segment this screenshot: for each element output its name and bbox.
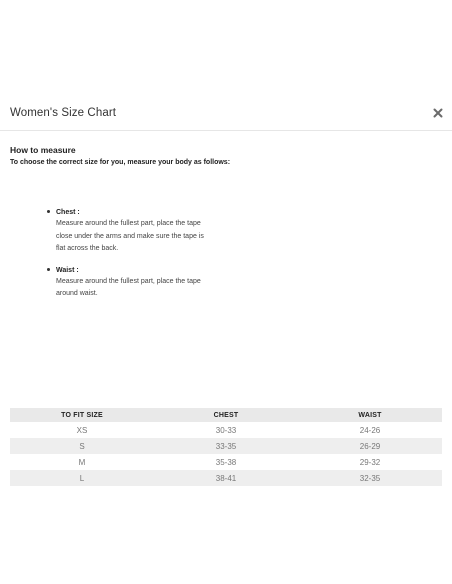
column-header-size: TO FIT SIZE [10, 408, 154, 422]
table-header-row [10, 408, 442, 422]
modal-header [0, 96, 452, 131]
measure-item-chest [47, 207, 217, 256]
measure-item-title: Chest : [56, 209, 80, 216]
table-row [10, 470, 442, 486]
table-row [10, 422, 442, 438]
table-row [10, 454, 442, 470]
close-button[interactable] [432, 107, 444, 119]
size-cell: XS [76, 425, 88, 435]
size-chart-modal [0, 96, 452, 483]
chest-cell: 35-38 [215, 457, 237, 467]
size-cell: M [78, 457, 86, 467]
waist-cell: 32-35 [298, 470, 442, 486]
waist-cell: 26-29 [298, 438, 442, 454]
measure-item-title: Waist : [56, 266, 79, 274]
measure-item-waist [47, 265, 217, 301]
how-to-measure-heading: How to measure [10, 145, 76, 155]
close-icon [432, 107, 444, 119]
table-row [10, 438, 442, 454]
size-cell: L [10, 470, 154, 486]
chest-cell: 33-35 [154, 438, 298, 454]
modal-title: Women's Size Chart [10, 107, 117, 119]
column-header-waist: WAIST [298, 408, 442, 422]
column-header-chest: CHEST [154, 408, 298, 422]
measure-list [47, 207, 217, 310]
measure-item-description: Measure around the fullest part, place the tape close under the arms and make sure the tape is flat across the back. [56, 220, 204, 252]
size-cell: S [10, 438, 154, 454]
size-table [10, 408, 442, 486]
measure-intro-text: To choose the correct size for you, measure your body as follows: [10, 159, 231, 166]
waist-cell: 29-32 [359, 457, 381, 467]
bullet-icon [47, 268, 50, 271]
chest-cell: 30-33 [215, 425, 237, 435]
chest-cell: 38-41 [154, 470, 298, 486]
bullet-icon [47, 210, 50, 213]
waist-cell: 24-26 [359, 425, 381, 435]
measure-item-description: Measure around the fullest part, place the tape around waist. [56, 277, 201, 297]
